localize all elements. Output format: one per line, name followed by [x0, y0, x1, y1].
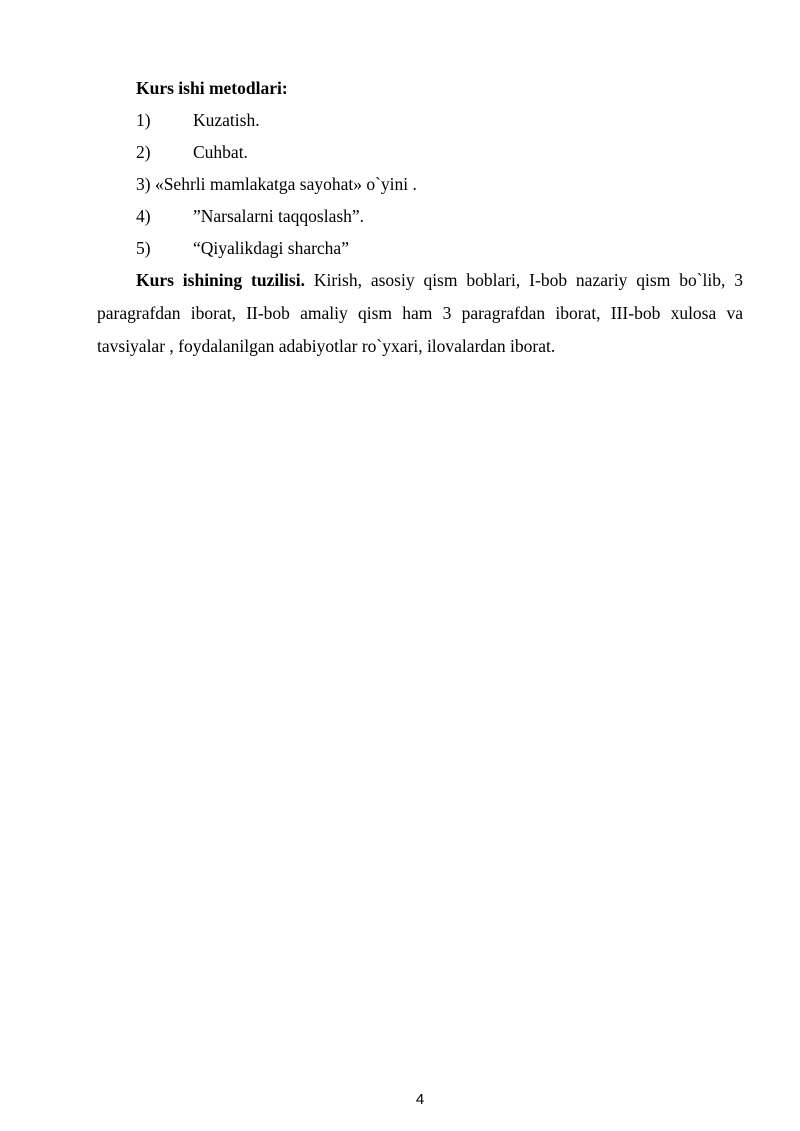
page-number: 4 — [415, 1091, 425, 1108]
list-item-number: 1) — [136, 110, 151, 130]
list-item-text: ”Narsalarni taqqoslash”. — [193, 206, 365, 226]
methods-list-item — [97, 168, 743, 200]
methods-heading: Kurs ishi metodlari: — [136, 78, 288, 98]
list-item-number: 5) — [136, 238, 151, 258]
structure-label: Kurs ishining tuzilisi. — [136, 270, 305, 290]
list-item-text: Kuzatish. — [193, 110, 260, 130]
list-item-text: Cuhbat. — [193, 142, 248, 162]
structure-text: Kirish, asosiy qism boblari, I-bob nazariy qism bo`lib, 3 paragrafdan iborat, II-bob amaliy qism ham 3 paragrafdan iborat, III-bob xulosa va tavsiyalar , foydalanilgan adabiyotlar ro`yxari, ilovalardan iborat. — [97, 270, 743, 356]
methods-list-item — [97, 136, 743, 168]
list-item-number: 2) — [136, 142, 151, 162]
methods-list-item — [97, 232, 743, 264]
list-item-text: “Qiyalikdagi sharcha” — [193, 238, 349, 258]
list-item-number: 4) — [136, 206, 151, 226]
structure-paragraph — [97, 264, 743, 363]
methods-list-item — [97, 104, 743, 136]
list-item-text: 3) «Sehrli mamlakatga sayohat» o`yini . — [136, 174, 417, 194]
document-content — [97, 72, 743, 363]
methods-list-item — [97, 200, 743, 232]
